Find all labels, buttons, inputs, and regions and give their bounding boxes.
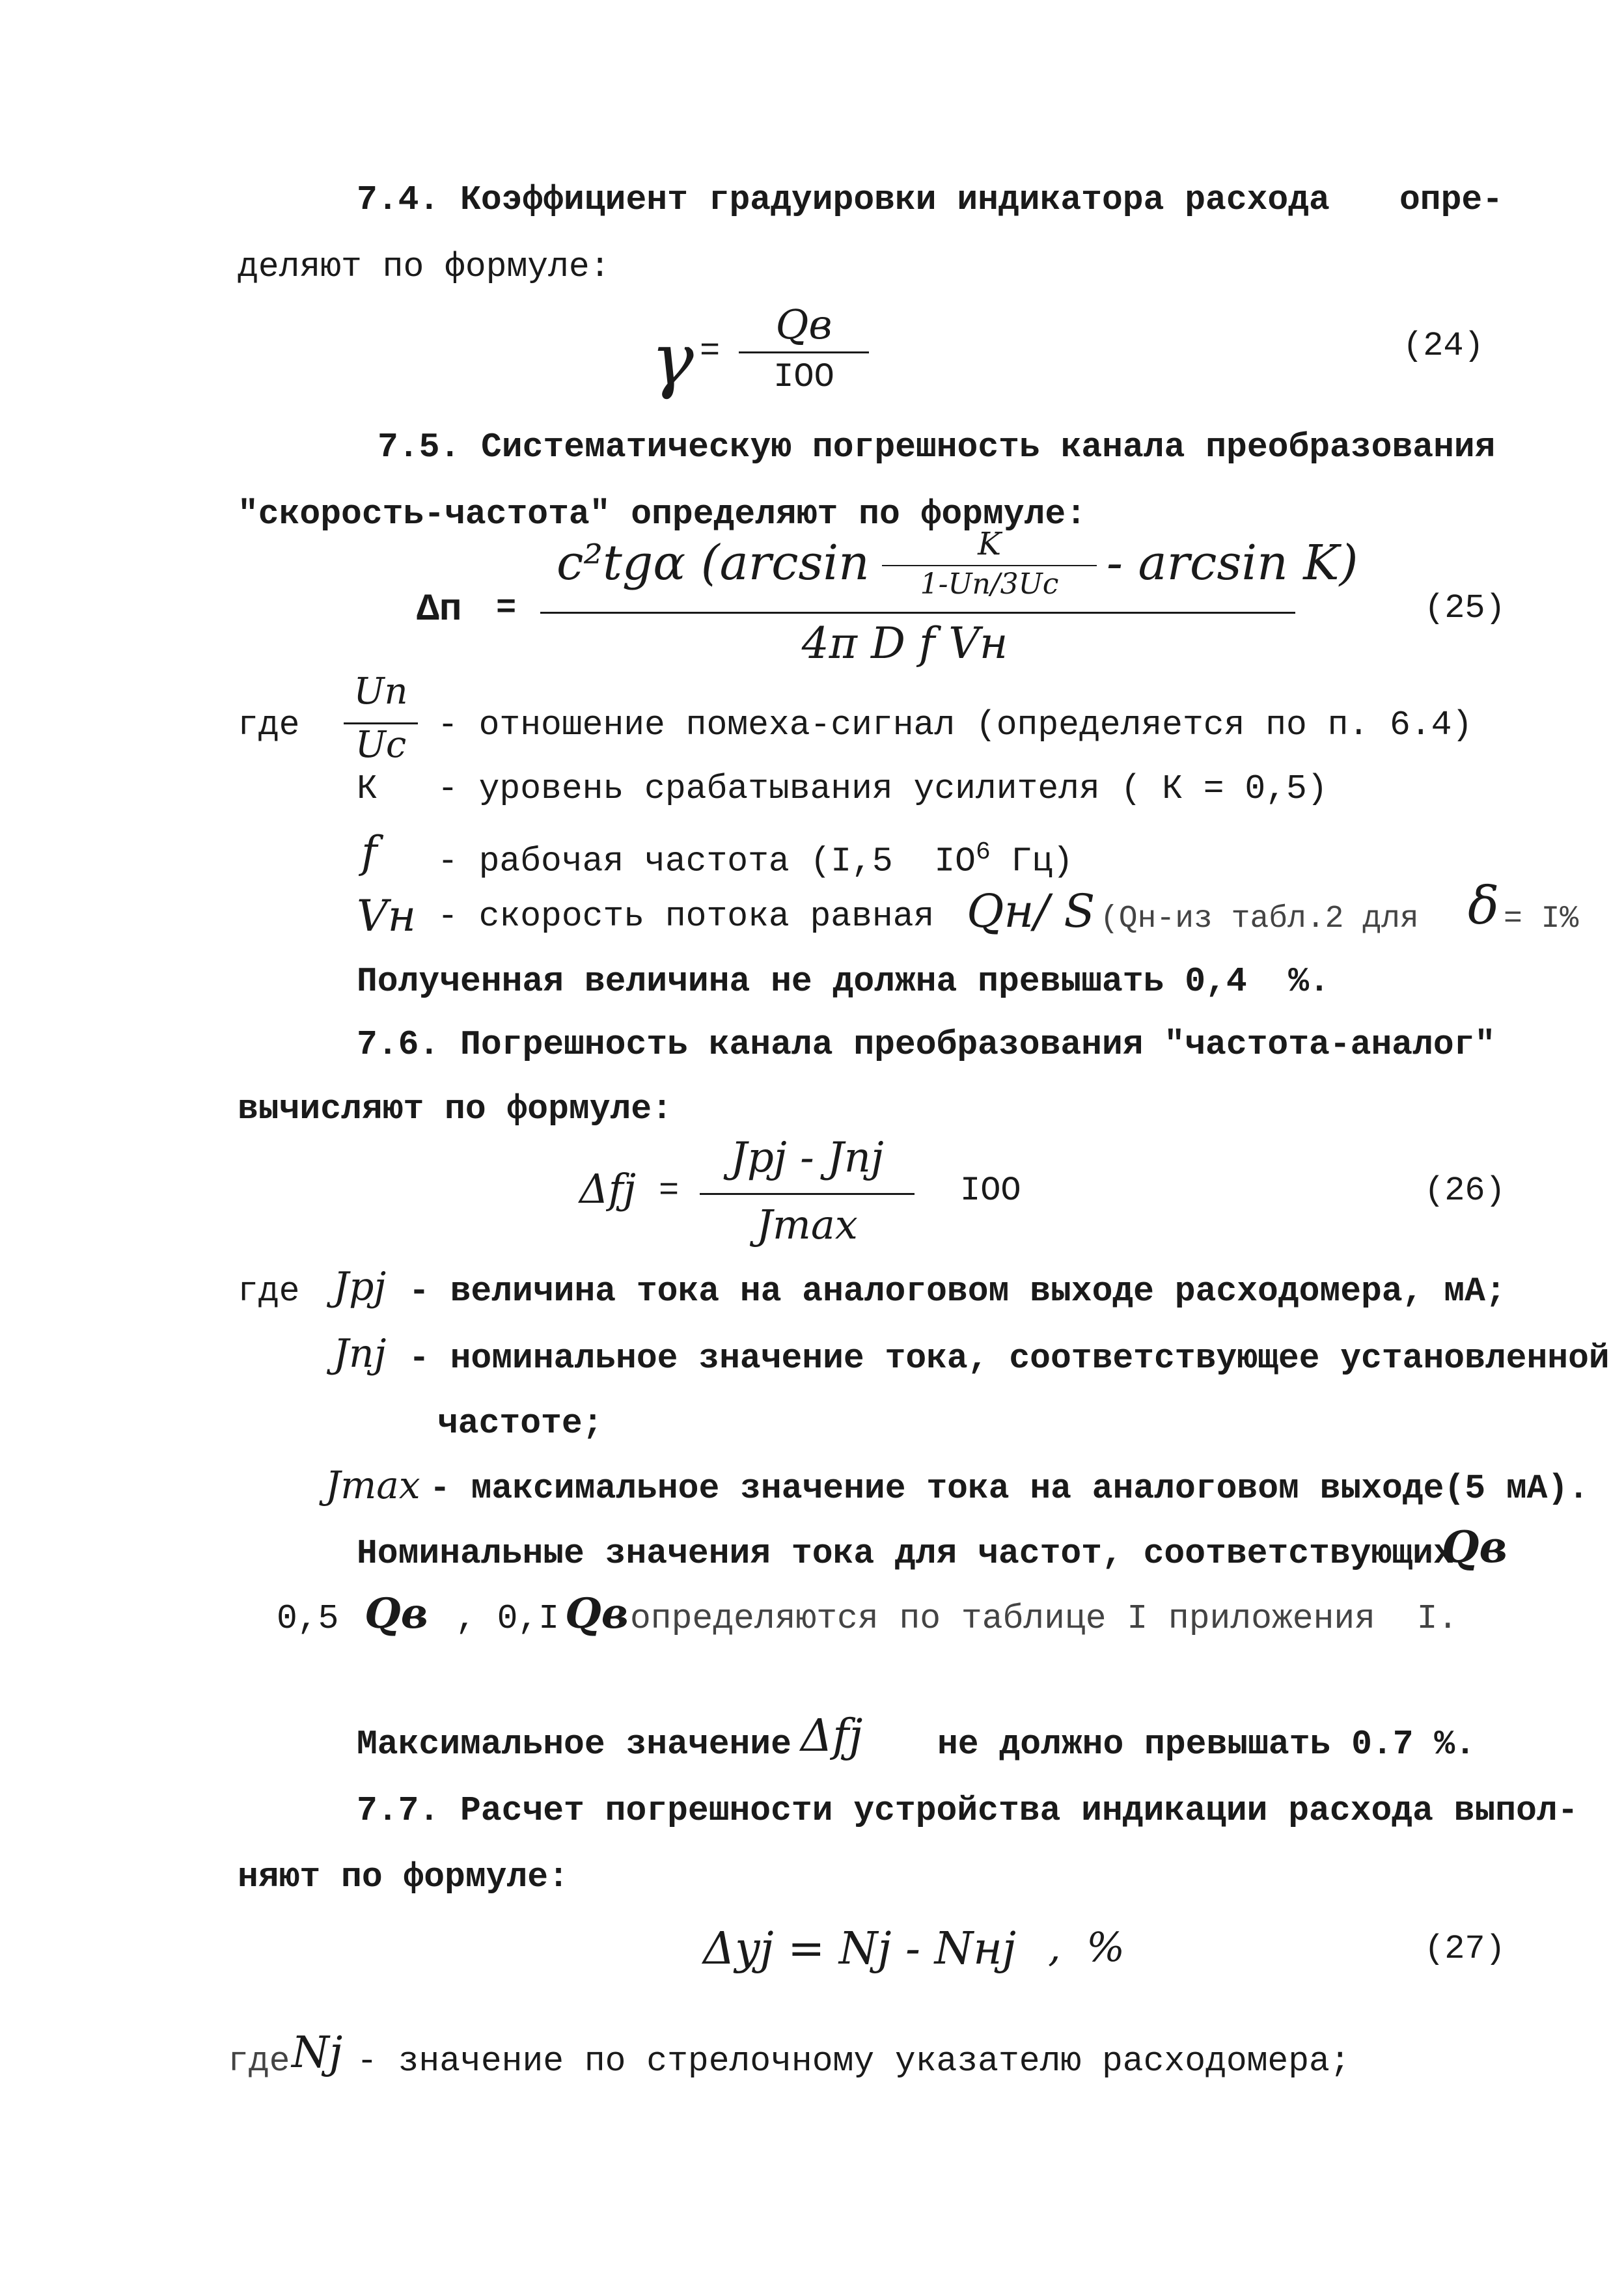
where25-f-text — [437, 832, 1073, 883]
p74-line2: деляют по формуле: — [238, 247, 611, 286]
where26-gde: где — [238, 1272, 300, 1311]
where27-text: - значение по стрелочному указателю расходомера; — [357, 2042, 1351, 2081]
where25-f-text-a: - рабочая частота (I,5 IO — [437, 842, 976, 881]
p76-line2: вычисляют по формуле: — [238, 1090, 672, 1129]
where26-nom2-c: определяются по таблице I приложения I. — [630, 1599, 1459, 1638]
eq25-inner-den: 1-Uп/3Uc — [920, 568, 1059, 601]
eq26-lhs: Δfj — [579, 1165, 636, 1213]
eq25-tag: (25) — [1424, 589, 1506, 627]
eq26-den: Jmax — [756, 1201, 858, 1248]
where25-f-sup: 6 — [975, 838, 991, 866]
eq25-num-b: - arcsin K) — [1107, 535, 1358, 591]
eq25-main-bar — [540, 612, 1295, 614]
p74-line1-end: опре- — [1399, 180, 1504, 219]
where26-t3: - максимальное значение тока на аналоговом выходе(5 мА). — [430, 1469, 1590, 1508]
where26-nom2-hw1: Qв — [365, 1589, 428, 1638]
where26-nom1-hw: Qв — [1442, 1522, 1507, 1572]
where26-nom1: Номинальные значения тока для частот, соответствующих — [357, 1534, 1454, 1573]
max76-a: Максимальное значение — [357, 1725, 791, 1764]
p76-line1: 7.6. Погрешность канала преобразования "частота-аналог" — [357, 1025, 1496, 1064]
eq27-expr: Δyj = Nj - Nнj — [703, 1923, 1016, 1975]
eq25-den: 4π D f Vн — [801, 618, 1008, 668]
where26-nom2-b: , 0,I — [456, 1599, 560, 1638]
eq24-lhs: γ — [651, 318, 694, 401]
eq25-inner-bar — [882, 565, 1097, 566]
eq25-num-a: c²tgα (arcsin — [557, 535, 870, 591]
where25-f-sym: f — [361, 827, 378, 877]
where25-gde: где — [238, 706, 300, 745]
eq24-eq: = — [700, 332, 721, 370]
eq25-lhs: Δп — [417, 589, 462, 631]
where25-f1-den: Uc — [355, 724, 407, 766]
eq26-tag: (26) — [1424, 1172, 1506, 1210]
where25-v-hw: Qн/ S — [967, 884, 1095, 938]
where25-f1-num: Uп — [353, 670, 408, 713]
where26-t2b: частоте; — [437, 1404, 603, 1443]
where27-sym: Nj — [292, 2027, 343, 2077]
eq26-bar — [700, 1193, 915, 1195]
p74-line1: 7.4. Коэффициент градуировки индикатора расхода — [357, 180, 1330, 219]
eq27-unit: , % — [1048, 1923, 1125, 1971]
where26-s3: Jmax — [325, 1463, 420, 1507]
where26-nom2-hw2: Qв — [565, 1589, 629, 1638]
eq24-den: IOO — [773, 358, 834, 396]
p77-line2: няют по формуле: — [238, 1857, 569, 1897]
where25-v-text2: (Qн-из табл.2 для — [1100, 901, 1419, 937]
where26-t1: - величина тока на аналоговом выходе расходомера, мА; — [409, 1272, 1506, 1311]
where25-result: Полученная величина не должна превышать 0,4 %. — [357, 962, 1330, 1001]
max76-b: не должно превышать 0.7 %. — [937, 1725, 1476, 1764]
eq25-inner-num: K — [978, 526, 1001, 562]
eq24-num: Qв — [775, 301, 833, 348]
eq24-bar — [739, 351, 869, 353]
where26-nom2-a: 0,5 — [277, 1599, 339, 1638]
where27-gde: где — [228, 2042, 290, 2081]
p77-line1: 7.7. Расчет погрешности устройства индикации расхода выпол- — [357, 1791, 1578, 1830]
eq25-eq: = — [496, 589, 517, 627]
eq27-tag: (27) — [1424, 1930, 1506, 1968]
where25-k-sym: К — [357, 769, 378, 808]
where26-s1: Jpj — [333, 1264, 387, 1309]
where25-v-sym: Vн — [357, 891, 417, 941]
where25-f1-text: - отношение помеха-сигнал (определяется по п. 6.4) — [437, 706, 1473, 745]
eq24-tag: (24) — [1403, 327, 1484, 365]
p75-line1: 7.5. Систематическую погрешность канала преобразования — [378, 428, 1496, 467]
where25-v-text: - скорость потока равная — [437, 897, 935, 936]
where25-k-text: - уровень срабатывания усилителя ( К = 0,5) — [437, 769, 1328, 808]
where26-s2: Jnj — [333, 1331, 387, 1377]
where26-t2: - номинальное значение тока, соответствующее установленной — [409, 1339, 1610, 1378]
eq26-num: Jpj - Jnj — [730, 1134, 884, 1182]
p75-line2: "скорость-частота" определяют по формуле: — [238, 495, 1087, 534]
where25-v-text3: = I% — [1504, 901, 1579, 937]
eq26-factor: IOO — [960, 1172, 1021, 1210]
where25-v-delta: δ — [1468, 875, 1500, 936]
eq26-eq: = — [659, 1172, 680, 1210]
where25-f-text-b: Гц) — [990, 842, 1073, 881]
max76-hw: Δfj — [801, 1710, 863, 1762]
